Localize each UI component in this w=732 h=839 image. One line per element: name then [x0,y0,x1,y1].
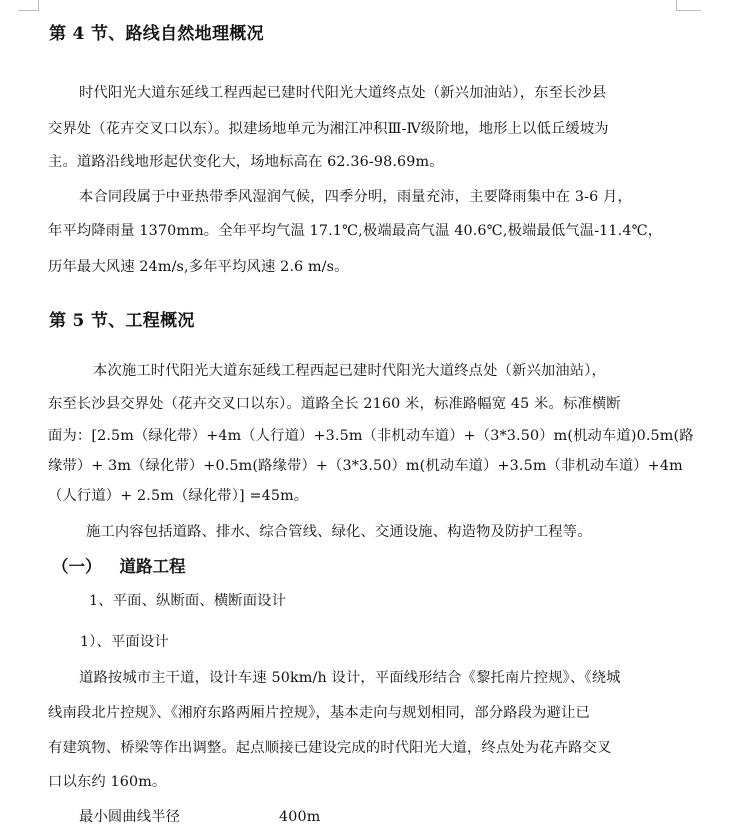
section-4-paragraph-1-line: 交界处（花卉交叉口以东）。拟建场地单元为湘江冲积Ⅲ-Ⅳ级阶地，地形上以低丘缓坡为 [48,121,609,137]
part-1-title: 道路工程 [119,557,186,576]
section-4-heading: 第 4 节、路线自然地理概况 [49,24,264,44]
plane-design-paragraph-line: 口以东约 160m。 [48,774,167,790]
item-1-heading: 1、平面、纵断面、横断面设计 [89,593,287,609]
min-radius-label: 最小圆曲线半径 [79,809,181,825]
section-4-paragraph-1-line: 主。道路沿线地形起伏变化大，场地标高在 62.36-98.69m。 [48,154,444,170]
plane-design-paragraph-line: 线南段北片控规》、《湘府东路两厢片控规》，基本走向与规划相同，部分路段为避让已 [48,705,590,721]
plane-design-paragraph-line: 道路按城市主干道，设计车速 50km/h 设计，平面线形结合《黎托南片控规》、《绕城 [79,670,621,686]
section-5-paragraph-1-line: （人行道）+ 2.5m（绿化带）] =45m。 [48,488,309,504]
section-4-paragraph-2-line: 本合同段属于中亚热带季风湿润气候，四季分明，雨量充沛，主要降雨集中在 3-6 月， [79,189,632,205]
section-4-paragraph-2-line: 历年最大风速 24m/s,多年平均风速 2.6 m/s。 [48,259,349,275]
section-5-paragraph-1-line: 东至长沙县交界处（花卉交叉口以东）。道路全长 2160 米，标准路幅宽 45 米。标准横断 [48,396,621,412]
part-1-heading [52,553,186,577]
item-1-1-heading: 1）、平面设计 [80,634,169,650]
section-5-paragraph-1-line: 面为：[2.5m（绿化带）+4m（人行道）+3.5m（非机动车道）+（3*3.50）m(机动车道)0.5m(路 [48,428,694,444]
section-5-paragraph-1-line: 缘带）+ 3m（绿化带）+0.5m(路缘带）+（3*3.50）m(机动车道）+3.5m（非机动车道）+4m [48,458,683,474]
section-4-paragraph-1-line: 时代阳光大道东延线工程西起已建时代阳光大道终点处（新兴加油站），东至长沙县 [79,85,607,101]
section-5-paragraph-2: 施工内容包括道路、排水、综合管线、绿化、交通设施、构造物及防护工程等。 [86,524,592,540]
min-radius-row [79,806,320,826]
section-5-heading: 第 5 节、工程概况 [49,311,195,331]
plane-design-paragraph-line: 有建筑物、桥梁等作出调整。起点顺接已建设完成的时代阳光大道，终点处为花卉路交叉 [48,740,612,756]
section-5-paragraph-1-line: 本次施工时代阳光大道东延线工程西起已建时代阳光大道终点处（新兴加油站）， [93,363,606,379]
section-4-paragraph-2-line: 年平均降雨量 1370mm。全年平均气温 17.1℃,极端最高气温 40.6℃,极端最低气温-11.4℃， [48,223,663,239]
part-1-number: （一） [52,557,102,576]
min-radius-value: 400m [279,809,321,825]
